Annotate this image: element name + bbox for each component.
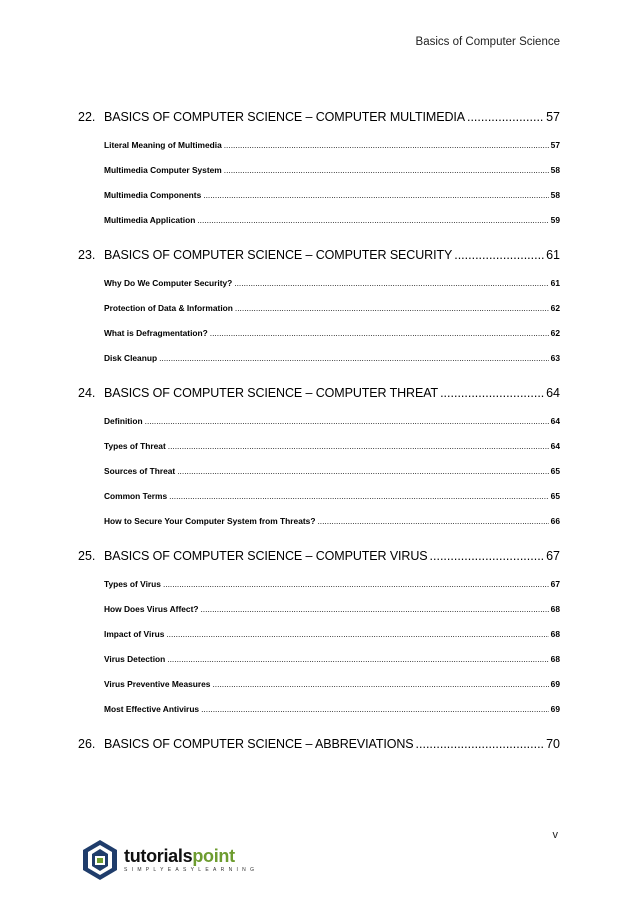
toc-section-entry[interactable]: [104, 604, 560, 615]
page-header: Basics of Computer Science: [415, 36, 560, 48]
dot-leader: [177, 466, 548, 476]
toc-chapter-entry[interactable]: [78, 737, 560, 757]
toc-chapter: [78, 737, 560, 757]
toc-section-entry[interactable]: [104, 516, 560, 527]
toc-chapter-entry[interactable]: [78, 248, 560, 268]
dot-leader: [416, 737, 545, 751]
dot-leader: [201, 704, 549, 714]
section-title: Virus Detection: [104, 654, 166, 664]
section-title: Sources of Threat: [104, 466, 176, 476]
dot-leader: [166, 629, 548, 639]
section-page: 68: [550, 604, 560, 614]
table-of-contents: [78, 110, 560, 757]
chapter-number: 26.: [78, 737, 96, 751]
section-title: Types of Virus: [104, 579, 161, 589]
dot-leader: [197, 215, 548, 225]
section-page: 65: [550, 491, 560, 501]
section-page: 62: [550, 328, 560, 338]
toc-chapter-entry[interactable]: [78, 110, 560, 130]
section-page: 69: [550, 704, 560, 714]
toc-section-entry[interactable]: [104, 353, 560, 364]
section-page: 68: [550, 629, 560, 639]
dot-leader: [159, 353, 549, 363]
toc-section-entry[interactable]: [104, 654, 560, 665]
section-page: 61: [550, 278, 560, 288]
toc-section-entry[interactable]: [104, 328, 560, 339]
toc-section-entry[interactable]: [104, 303, 560, 314]
page-number: v: [552, 829, 558, 841]
dot-leader: [163, 579, 549, 589]
dot-leader: [203, 190, 548, 200]
toc-section-entry[interactable]: [104, 466, 560, 477]
chapter-title: BASICS OF COMPUTER SCIENCE – COMPUTER SECURITY: [104, 248, 453, 262]
dot-leader: [234, 278, 548, 288]
chapter-page: 67: [546, 549, 560, 563]
logo-emblem-icon: [80, 838, 120, 882]
toc-section-entry[interactable]: [104, 704, 560, 715]
toc-section-entry[interactable]: [104, 140, 560, 151]
toc-section-entry[interactable]: [104, 579, 560, 590]
dot-leader: [210, 328, 549, 338]
section-page: 64: [550, 416, 560, 426]
section-page: 67: [550, 579, 560, 589]
toc-chapter: [78, 110, 560, 226]
dot-leader: [235, 303, 549, 313]
dot-leader: [317, 516, 548, 526]
dot-leader: [200, 604, 548, 614]
section-page: 69: [550, 679, 560, 689]
chapter-page: 70: [546, 737, 560, 751]
toc-section-entry[interactable]: [104, 165, 560, 176]
chapter-number: 23.: [78, 248, 96, 262]
dot-leader: [167, 654, 548, 664]
section-title: Why Do We Computer Security?: [104, 278, 233, 288]
section-title: Definition: [104, 416, 143, 426]
section-page: 58: [550, 190, 560, 200]
section-page: 58: [550, 165, 560, 175]
chapter-title: BASICS OF COMPUTER SCIENCE – COMPUTER VIRUS: [104, 549, 428, 563]
section-page: 57: [550, 140, 560, 150]
dot-leader: [168, 441, 549, 451]
dot-leader: [430, 549, 545, 563]
section-title: Types of Threat: [104, 441, 166, 451]
toc-section-entry[interactable]: [104, 491, 560, 502]
section-title: Disk Cleanup: [104, 353, 158, 363]
section-page: 63: [550, 353, 560, 363]
toc-section-entry[interactable]: [104, 190, 560, 201]
toc-section-entry[interactable]: [104, 416, 560, 427]
chapter-page: 57: [546, 110, 560, 124]
dot-leader: [440, 386, 544, 400]
section-page: 62: [550, 303, 560, 313]
toc-chapter: [78, 248, 560, 364]
section-title: Multimedia Computer System: [104, 165, 222, 175]
toc-section-entry[interactable]: [104, 278, 560, 289]
toc-section-entry[interactable]: [104, 629, 560, 640]
chapter-title: BASICS OF COMPUTER SCIENCE – COMPUTER MULTIMEDIA: [104, 110, 465, 124]
chapter-title: BASICS OF COMPUTER SCIENCE – ABBREVIATIONS: [104, 737, 414, 751]
dot-leader: [169, 491, 549, 501]
section-title: What is Defragmentation?: [104, 328, 208, 338]
section-title: Common Terms: [104, 491, 168, 501]
chapter-page: 64: [546, 386, 560, 400]
toc-chapter: [78, 549, 560, 715]
section-title: Protection of Data & Information: [104, 303, 233, 313]
toc-chapter: [78, 386, 560, 527]
section-page: 59: [550, 215, 560, 225]
dot-leader: [467, 110, 544, 124]
dot-leader: [224, 165, 549, 175]
section-title: Literal Meaning of Multimedia: [104, 140, 222, 150]
chapter-page: 61: [546, 248, 560, 262]
toc-section-entry[interactable]: [104, 215, 560, 226]
section-title: Multimedia Application: [104, 215, 196, 225]
section-title: Multimedia Components: [104, 190, 202, 200]
section-title: How to Secure Your Computer System from Threats?: [104, 516, 316, 526]
toc-section-entry[interactable]: [104, 679, 560, 690]
toc-chapter-entry[interactable]: [78, 386, 560, 406]
chapter-title: BASICS OF COMPUTER SCIENCE – COMPUTER THREAT: [104, 386, 439, 400]
dot-leader: [212, 679, 548, 689]
tutorialspoint-logo: [80, 838, 258, 882]
logo-wordmark: tutorialspoint: [124, 846, 235, 866]
toc-chapter-entry[interactable]: [78, 549, 560, 569]
logo-tagline: SIMPLYEASYLEARNING: [124, 867, 259, 873]
dot-leader: [454, 248, 544, 262]
section-title: Virus Preventive Measures: [104, 679, 211, 689]
section-title: How Does Virus Affect?: [104, 604, 199, 614]
chapter-number: 25.: [78, 549, 96, 563]
dot-leader: [145, 416, 549, 426]
section-title: Most Effective Antivirus: [104, 704, 200, 714]
chapter-number: 24.: [78, 386, 96, 400]
section-page: 66: [550, 516, 560, 526]
section-page: 65: [550, 466, 560, 476]
chapter-number: 22.: [78, 110, 96, 124]
section-title: Impact of Virus: [104, 629, 165, 639]
section-page: 68: [550, 654, 560, 664]
dot-leader: [224, 140, 549, 150]
section-page: 64: [550, 441, 560, 451]
toc-section-entry[interactable]: [104, 441, 560, 452]
